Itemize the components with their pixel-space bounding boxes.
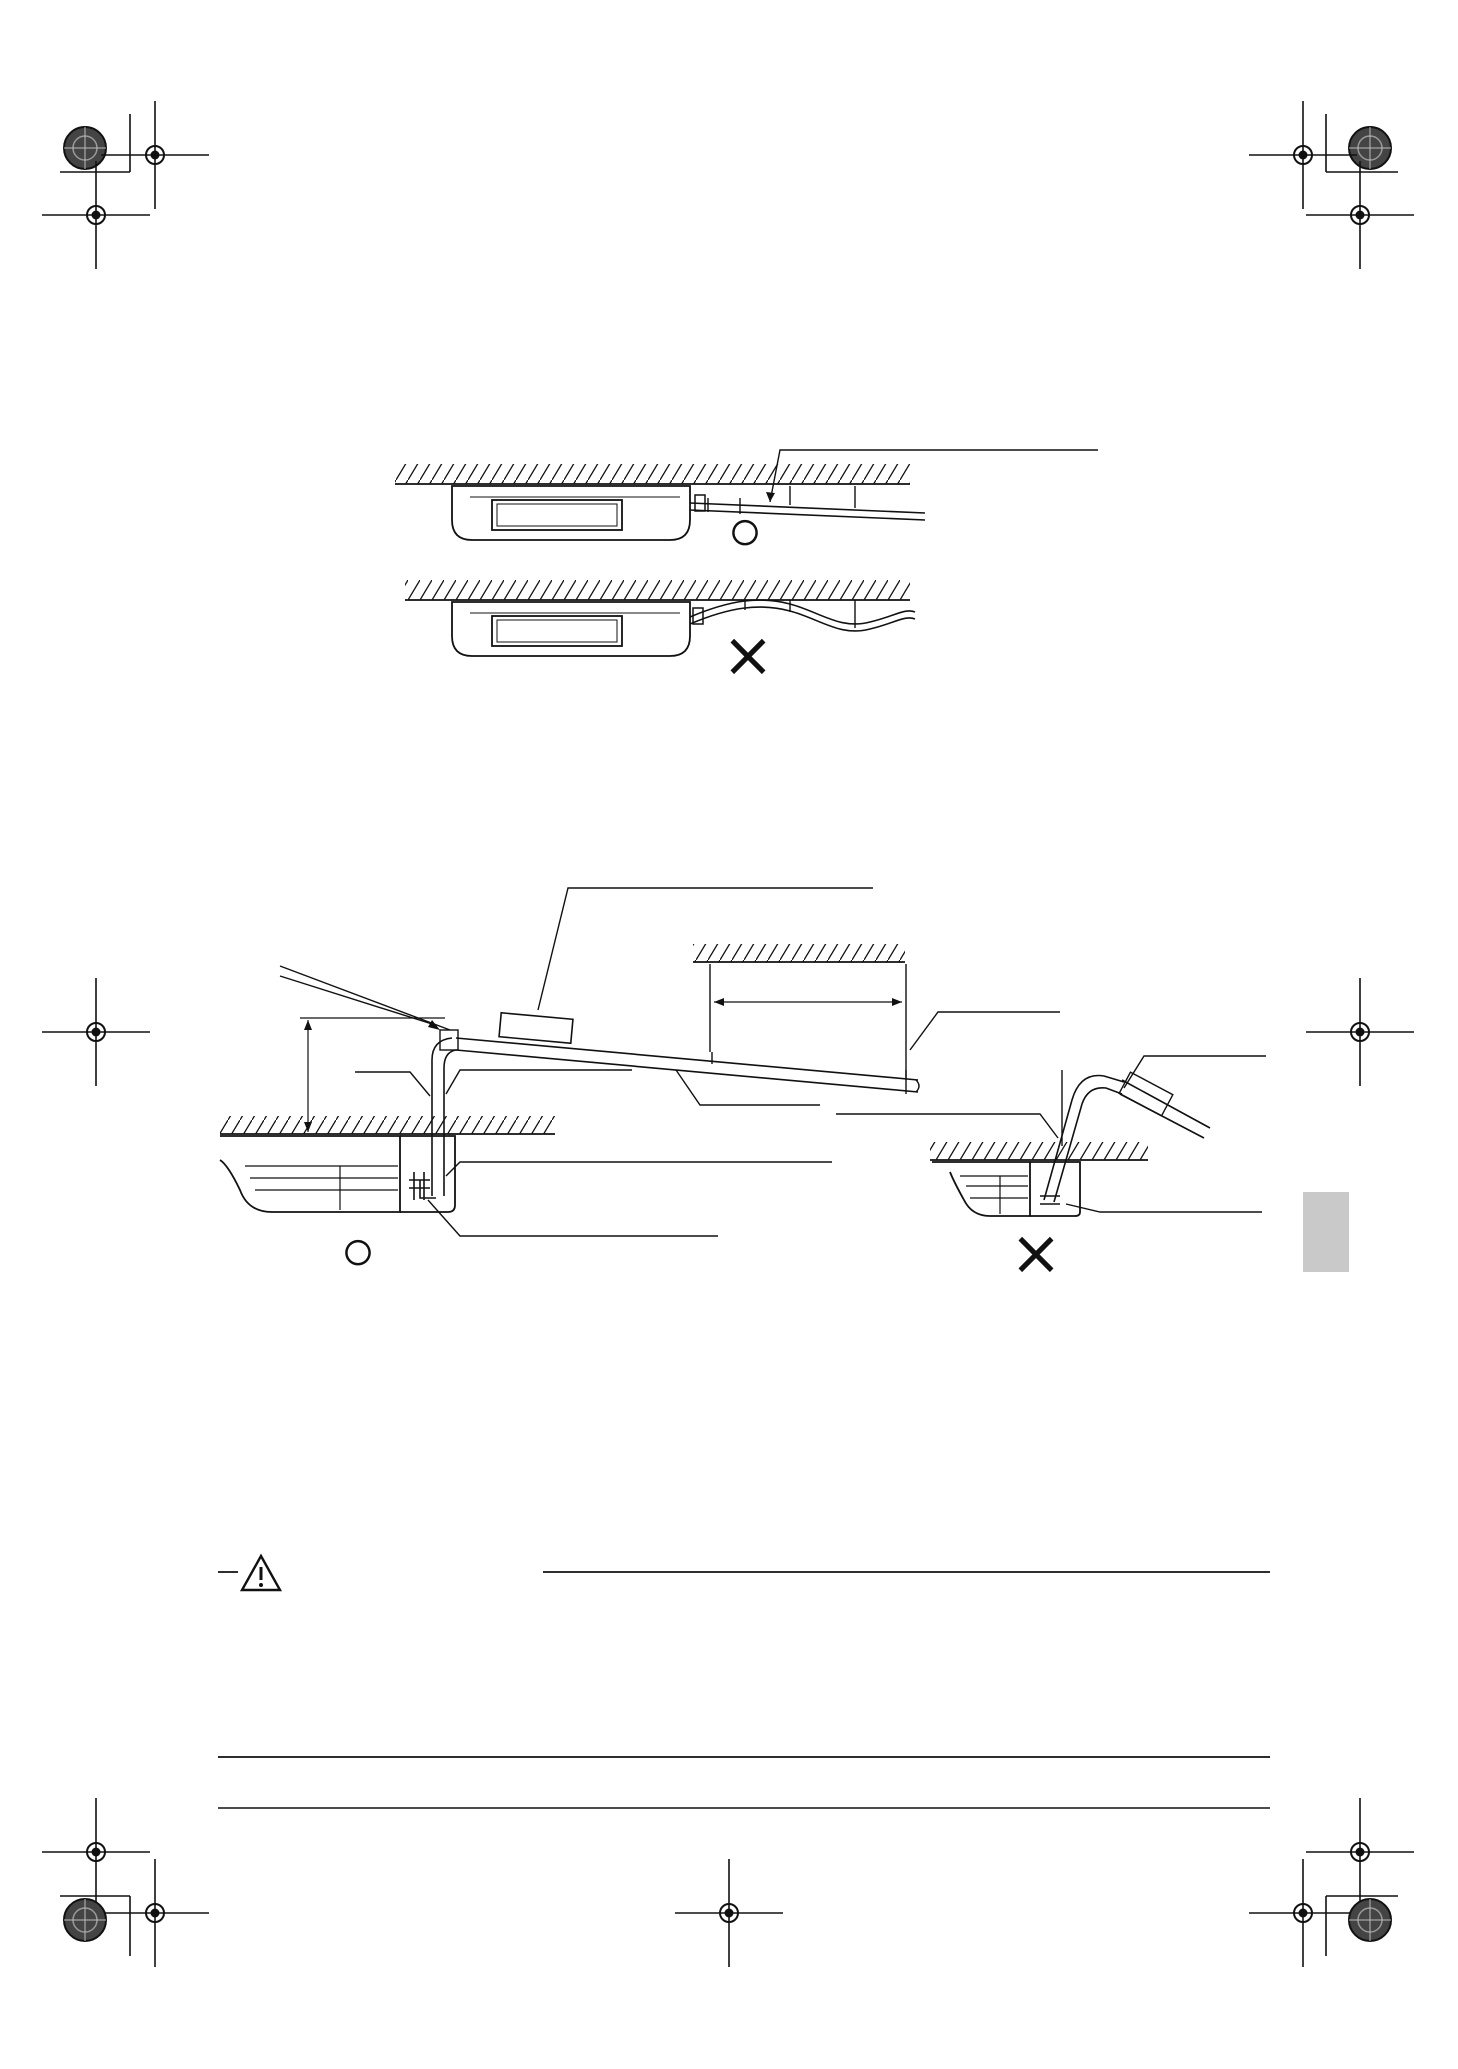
correct-mark: ○	[340, 1218, 376, 1283]
caution-header	[218, 1556, 1270, 1590]
correct-mark: ○	[727, 498, 763, 563]
color-wheel-icon	[64, 127, 106, 169]
printer-marks	[42, 101, 1414, 1967]
registration-mark-icon	[101, 1859, 209, 1967]
figure-drain-lift	[220, 888, 1266, 1289]
color-wheel-icon	[1349, 1899, 1391, 1941]
section-tab	[1303, 1192, 1349, 1272]
registration-mark-icon	[42, 978, 150, 1086]
registration-mark-icon	[1249, 1859, 1357, 1967]
figure-drain-slope	[395, 450, 1098, 691]
registration-mark-icon	[1249, 101, 1357, 209]
warning-triangle-icon	[242, 1556, 280, 1590]
wrong-mark: ×	[1010, 1216, 1062, 1289]
registration-mark-icon	[42, 161, 150, 269]
registration-mark-icon	[675, 1859, 783, 1967]
wrong-mark: ×	[722, 618, 774, 691]
registration-mark-icon	[1306, 978, 1414, 1086]
registration-mark-icon	[101, 101, 209, 209]
registration-mark-icon	[42, 1798, 150, 1906]
color-wheel-icon	[64, 1899, 106, 1941]
registration-mark-icon	[1306, 161, 1414, 269]
indoor-unit	[452, 486, 690, 540]
color-wheel-icon	[1349, 127, 1391, 169]
registration-mark-icon	[1306, 1798, 1414, 1906]
indoor-unit	[452, 602, 690, 656]
indoor-unit	[220, 1136, 455, 1212]
